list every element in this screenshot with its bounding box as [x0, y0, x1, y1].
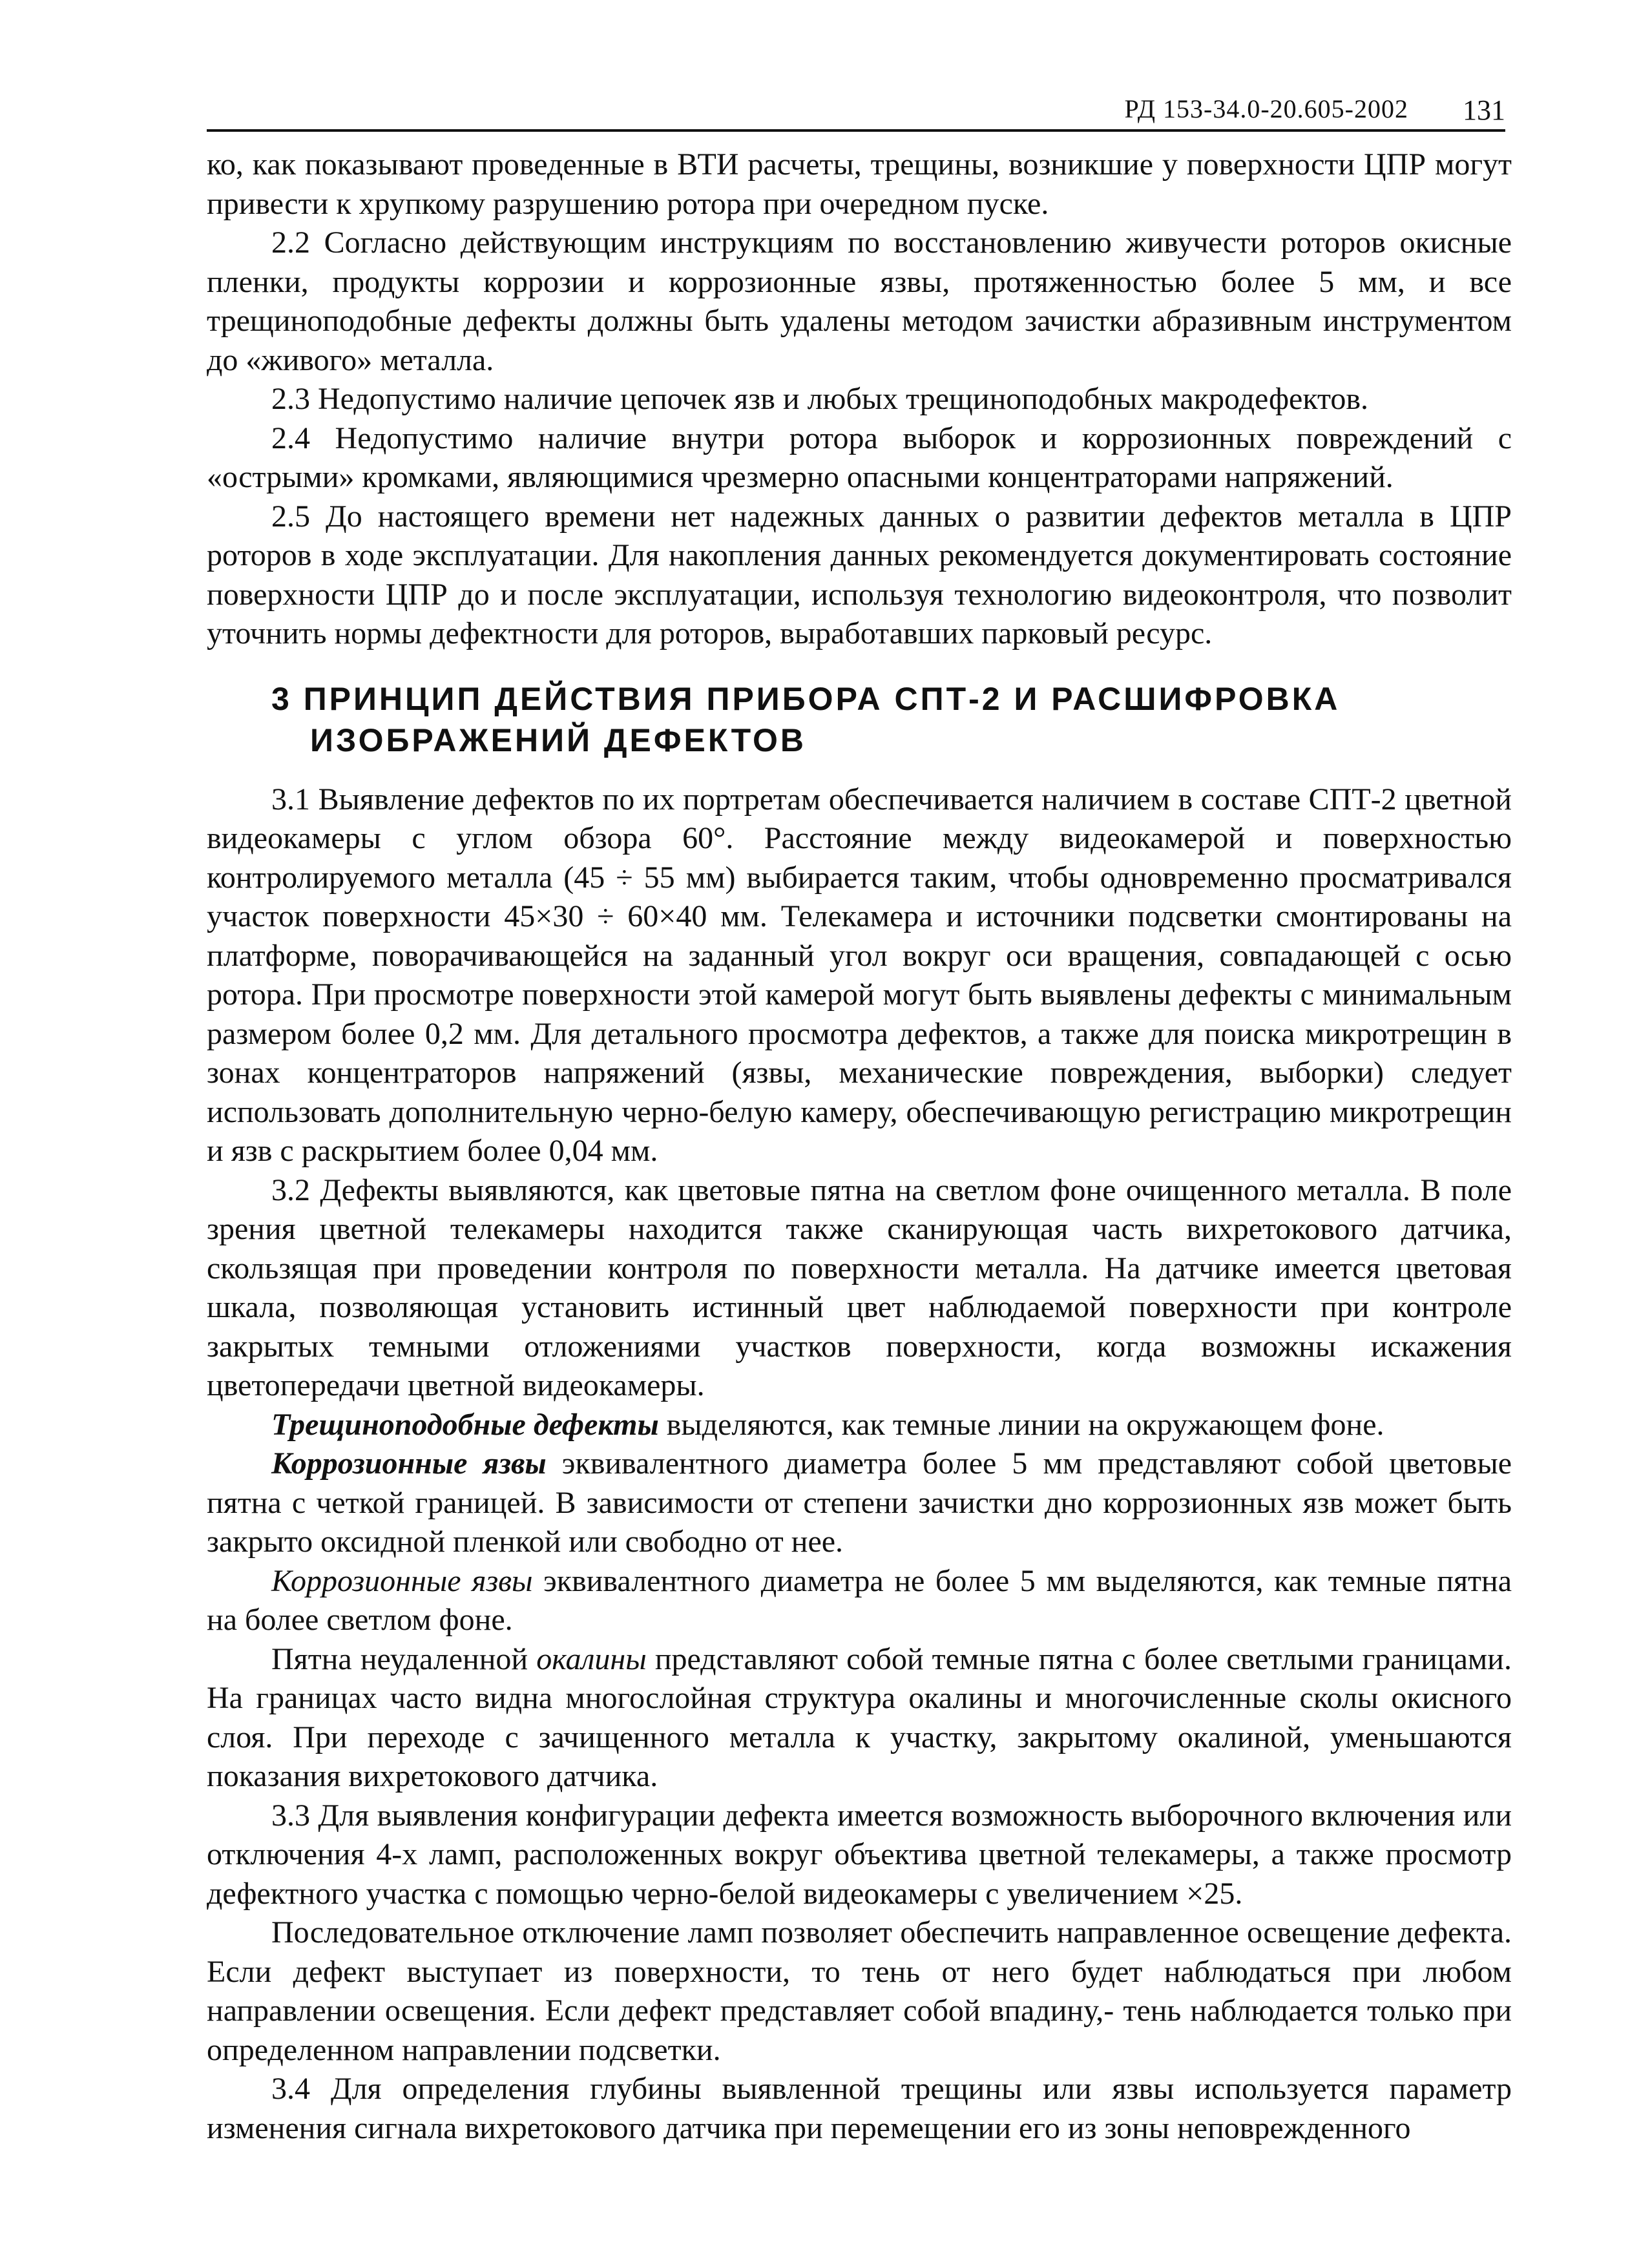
paragraph-3-1: 3.1 Выявление дефектов по их портретам обеспечивается наличием в составе СПТ-2 цветной видеокамеры с углом обзора 60°. Расстояние между видеокамерой и поверхностью контролируемого металла (45 ÷ 55 мм) выбирается таким, чтобы одновременно просматривался участок поверхности 45×30 ÷ 60×40 мм. Телекамера и источники подсветки смонтированы на платформе, поворачивающейся на заданный угол вокруг оси вращения, совпадающей с осью ротора. При просмотре поверхности этой камерой могут быть выявлены дефекты с минимальным размером более 0,2 мм. Для детального просмотра дефектов, а также для поиска микротрещин в зонах концентраторов напряжений (язвы, механические повреждения, выборки) следует использовать дополнительную черно-белую камеру, обеспечивающую регистрацию микротрещин и язв с раскрытием более 0,04 мм. — [207, 782, 1512, 1168]
scale-prefix: Пятна неудаленной — [271, 1641, 537, 1676]
paragraph-2-4: 2.4 Недопустимо наличие внутри ротора выборок и коррозионных повреждений с «острыми» кромками, являющимися чрезмерно опасными концентраторами напряжений. — [207, 421, 1512, 494]
term-corrosion-ulcers: Коррозионные язвы — [271, 1446, 547, 1481]
corrosion-small-text: эквивалентного диаметра не более 5 мм выделяются, как темные пятна на более светлом фоне. — [207, 1563, 1512, 1637]
page-number: 131 — [1463, 94, 1505, 126]
paragraph-3-4: 3.4 Для определения глубины выявленной трещины или язвы используется параметр изменения сигнала вихретокового датчика при перемещении его из зоны неповрежденного — [207, 2072, 1512, 2145]
section-3-heading-line1: 3 ПРИНЦИП ДЕЙСТВИЯ ПРИБОРА СПТ-2 И РАСШИФРОВКА — [271, 680, 1341, 717]
paragraph-continuation: ко, как показывают проведенные в ВТИ расчеты, трещины, возникшие у поверхности ЦПР могут привести к хрупкому разрушению ротора при очередном пуске. — [207, 147, 1512, 221]
paragraph-2-3: 2.3 Недопустимо наличие цепочек язв и любых трещиноподобных макродефектов. — [271, 382, 1369, 416]
crack-defects-text: выделяются, как темные линии на окружающем фоне. — [658, 1407, 1384, 1442]
term-corrosion-ulcers-small: Коррозионные язвы — [271, 1563, 533, 1598]
paragraph-lamps: Последовательное отключение ламп позволяет обеспечить направленное освещение дефекта. Если дефект выступает из поверхности, то тень от него будет наблюдаться при любом направлении освещения. Если дефект представляет собой впадину,- тень наблюдается только при определенном направлении подсветки. — [207, 1915, 1512, 2067]
scale-text: представляют собой темные пятна с более светлыми границами. На границах часто видна многослойная структура окалины и многочисленные сколы окисного слоя. При переходе с зачищенного металла к участку, закрытому окалиной, уменьшаются показания вихретокового датчика. — [207, 1641, 1512, 1793]
paragraph-scale — [207, 1640, 1512, 1796]
paragraph-2-2: 2.2 Согласно действующим инструкциям по восстановлению живучести роторов окисные пленки, продукты коррозии и коррозионные язвы, протяженностью более 5 мм, и все трещиноподобные дефекты должны быть удалены методом зачистки абразивным инструментом до «живого» металла. — [207, 225, 1512, 377]
paragraph-2-5: 2.5 До настоящего времени нет надежных данных о развитии дефектов металла в ЦПР роторов в ходе эксплуатации. Для накопления данных рекомендуется документировать состояние поверхности ЦПР до и после эксплуатации, используя технологию видеоконтроля, что позволит уточнить нормы дефектности для роторов, выработавших парковый ресурс. — [207, 499, 1512, 650]
page-body — [207, 145, 1512, 2148]
paragraph-3-3: 3.3 Для выявления конфигурации дефекта имеется возможность выборочного включения или отключения 4-х ламп, расположенных вокруг объектива цветной телекамеры, а также просмотр дефектного участка с помощью черно-белой видеокамеры с увеличением ×25. — [207, 1798, 1512, 1911]
term-crack-defects: Трещиноподобные дефекты — [271, 1407, 659, 1442]
paragraph-corrosion-large — [207, 1444, 1512, 1562]
paragraph-corrosion-small — [207, 1562, 1512, 1640]
paragraph-crack-defects — [207, 1406, 1512, 1445]
section-3-heading-line2: ИЗОБРАЖЕНИЙ ДЕФЕКТОВ — [310, 722, 806, 758]
term-scale: окалины — [536, 1641, 647, 1676]
section-3-heading — [207, 678, 1512, 761]
corrosion-large-text: эквивалентного диаметра более 5 мм представляют собой цветовые пятна с четкой границей. В зависимости от степени зачистки дно коррозионных язв может быть закрыто оксидной пленкой или свободно от нее. — [207, 1446, 1512, 1559]
paragraph-3-2: 3.2 Дефекты выявляются, как цветовые пятна на светлом фоне очищенного металла. В поле зрения цветной телекамеры находится также сканирующая часть вихретокового датчика, скользящая при проведении контроля по поверхности металла. На датчике имеется цветовая шкала, позволяющая установить истинный цвет наблюдаемой поверхности при контроле закрытых темными отложениями участков поверхности, когда возможны искажения цветопередачи цветной видеокамеры. — [207, 1172, 1512, 1402]
document-code: РД 153-34.0-20.605-2002 — [1124, 94, 1408, 123]
page-header — [207, 90, 1505, 132]
